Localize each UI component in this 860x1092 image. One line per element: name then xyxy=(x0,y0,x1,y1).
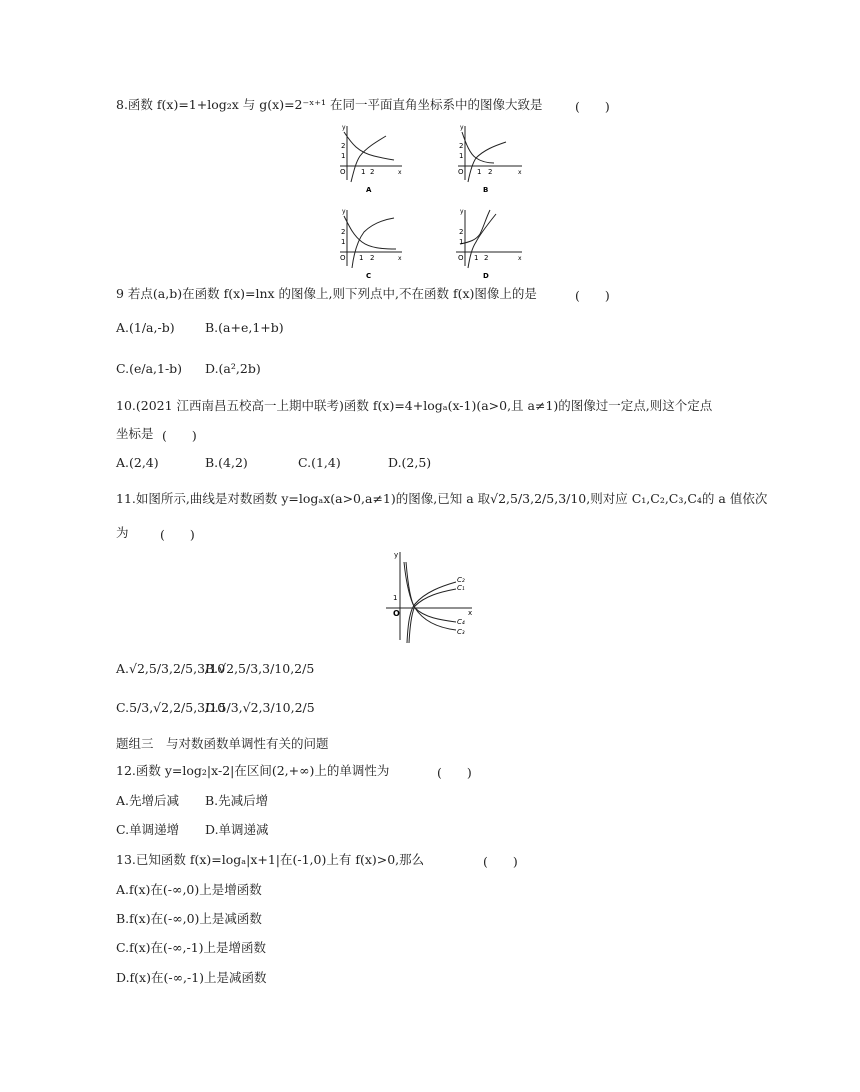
q12-option-d: D.单调递减 xyxy=(205,822,269,837)
q8-stem: 8.函数 f(x)=1+log₂x 与 g(x)=2⁻ˣ⁺¹ 在同一平面直角坐标系中的图像大致是 xyxy=(116,97,543,112)
q11-y-label: y xyxy=(394,551,399,559)
q8b-tick-y1: 1 xyxy=(459,152,464,160)
q8-label-c: C xyxy=(366,272,372,280)
q8b-y-label: y xyxy=(460,124,464,131)
q8c-tick-y1: 1 xyxy=(341,238,346,246)
q8d-tick-y1: 1 xyxy=(459,238,464,246)
q13-option-d: D.f(x)在(-∞,-1)上是减函数 xyxy=(116,970,267,985)
q8-label-a: A xyxy=(366,186,372,194)
q11-graph xyxy=(380,548,480,646)
q8b-tick-x1: 1 xyxy=(477,168,482,176)
q11-answer-paren: ( ) xyxy=(160,527,195,542)
q8c-y-label: y xyxy=(342,208,346,215)
q10-option-b: B.(4,2) xyxy=(205,455,248,470)
q10-stem-line1: 10.(2021 江西南昌五校高一上期中联考)函数 f(x)=4+logₐ(x-1)(a>0,且 a≠1)的图像过一定点,则这个定点 xyxy=(116,398,713,413)
q8b-origin: O xyxy=(458,168,464,176)
q8c-tick-x2: 2 xyxy=(370,254,375,262)
q11-label-c2: C₂ xyxy=(457,576,465,584)
q11-stem-line1: 11.如图所示,曲线是对数函数 y=logₐx(a>0,a≠1)的图像,已知 a 取√2,5/3,2/5,3/10,则对应 C₁,C₂,C₃,C₄的 a 值依次 xyxy=(116,491,768,506)
q8b-x-label: x xyxy=(518,169,522,176)
q12-option-c: C.单调递增 xyxy=(116,822,180,837)
q11-option-b: B.√2,5/3,3/10,2/5 xyxy=(205,661,315,676)
q8a-tick-y2: 2 xyxy=(341,142,346,150)
q8-graph-b xyxy=(458,124,522,194)
q12-option-b: B.先减后增 xyxy=(205,793,269,808)
q9-option-d: D.(a²,2b) xyxy=(205,361,261,376)
q8-label-d: D xyxy=(483,272,489,280)
q8a-tick-x2: 2 xyxy=(370,168,375,176)
q11-option-c: C.5/3,√2,2/5,3/10 xyxy=(116,700,226,715)
q8d-y-label: y xyxy=(460,208,464,215)
q9-option-b: B.(a+e,1+b) xyxy=(205,320,284,335)
q8d-tick-y2: 2 xyxy=(459,228,464,236)
q9-stem: 9 若点(a,b)在函数 f(x)=lnx 的图像上,则下列点中,不在函数 f(x)图像上的是 xyxy=(116,286,537,301)
q8a-x-label: x xyxy=(398,169,402,176)
q13-option-b: B.f(x)在(-∞,0)上是减函数 xyxy=(116,911,262,926)
q8d-tick-x2: 2 xyxy=(484,254,489,262)
q13-option-c: C.f(x)在(-∞,-1)上是增函数 xyxy=(116,940,267,955)
q11-label-c3: C₃ xyxy=(457,628,465,636)
q11-label-c4: C₄ xyxy=(457,618,465,626)
q11-option-d: D.5/3,√2,3/10,2/5 xyxy=(205,700,315,715)
group3-heading: 题组三 与对数函数单调性有关的问题 xyxy=(116,736,329,751)
q10-option-a: A.(2,4) xyxy=(116,455,159,470)
q8d-origin: O xyxy=(458,254,464,262)
q8b-tick-x2: 2 xyxy=(488,168,493,176)
q10-option-d: D.(2,5) xyxy=(388,455,432,470)
q11-x-label: x xyxy=(468,609,473,617)
q8-graph-d xyxy=(456,208,522,280)
q8d-tick-x1: 1 xyxy=(474,254,479,262)
q11-tick-1: 1 xyxy=(393,594,398,602)
q8a-y-label: y xyxy=(342,124,346,131)
q8c-origin: O xyxy=(340,254,346,262)
q9-answer-paren: ( ) xyxy=(575,288,610,303)
q8c-tick-y2: 2 xyxy=(341,228,346,236)
q8d-x-label: x xyxy=(518,255,522,262)
q11-origin: O xyxy=(393,609,400,618)
q10-stem-line2: 坐标是 xyxy=(116,426,154,441)
q8-graph-a xyxy=(340,124,402,194)
q12-stem: 12.函数 y=log₂|x-2|在区间(2,+∞)上的单调性为 xyxy=(116,763,390,778)
q13-stem: 13.已知函数 f(x)=logₐ|x+1|在(-1,0)上有 f(x)>0,那么 xyxy=(116,852,425,867)
q11-option-a: A.√2,5/3,2/5,3/10 xyxy=(116,661,226,676)
q8c-x-label: x xyxy=(398,255,402,262)
q8-graph-c xyxy=(340,208,402,280)
q8a-tick-x1: 1 xyxy=(361,168,366,176)
q13-option-a: A.f(x)在(-∞,0)上是增函数 xyxy=(116,882,262,897)
q9-option-c: C.(e/a,1-b) xyxy=(116,361,183,376)
q8-label-b: B xyxy=(483,186,489,194)
q8a-origin: O xyxy=(340,168,346,176)
q8b-tick-y2: 2 xyxy=(459,142,464,150)
q8-answer-paren: ( ) xyxy=(575,99,610,114)
q10-option-c: C.(1,4) xyxy=(298,455,341,470)
q8-graphs xyxy=(330,122,530,282)
q12-answer-paren: ( ) xyxy=(437,765,472,780)
q8a-tick-y1: 1 xyxy=(341,152,346,160)
q8c-tick-x1: 1 xyxy=(359,254,364,262)
q9-option-a: A.(1/a,-b) xyxy=(116,320,175,335)
q11-stem-line2: 为 xyxy=(116,525,129,540)
q12-option-a: A.先增后减 xyxy=(116,793,180,808)
q10-answer-paren: ( ) xyxy=(162,428,197,443)
q13-answer-paren: ( ) xyxy=(483,854,518,869)
q11-label-c1: C₁ xyxy=(457,584,465,592)
